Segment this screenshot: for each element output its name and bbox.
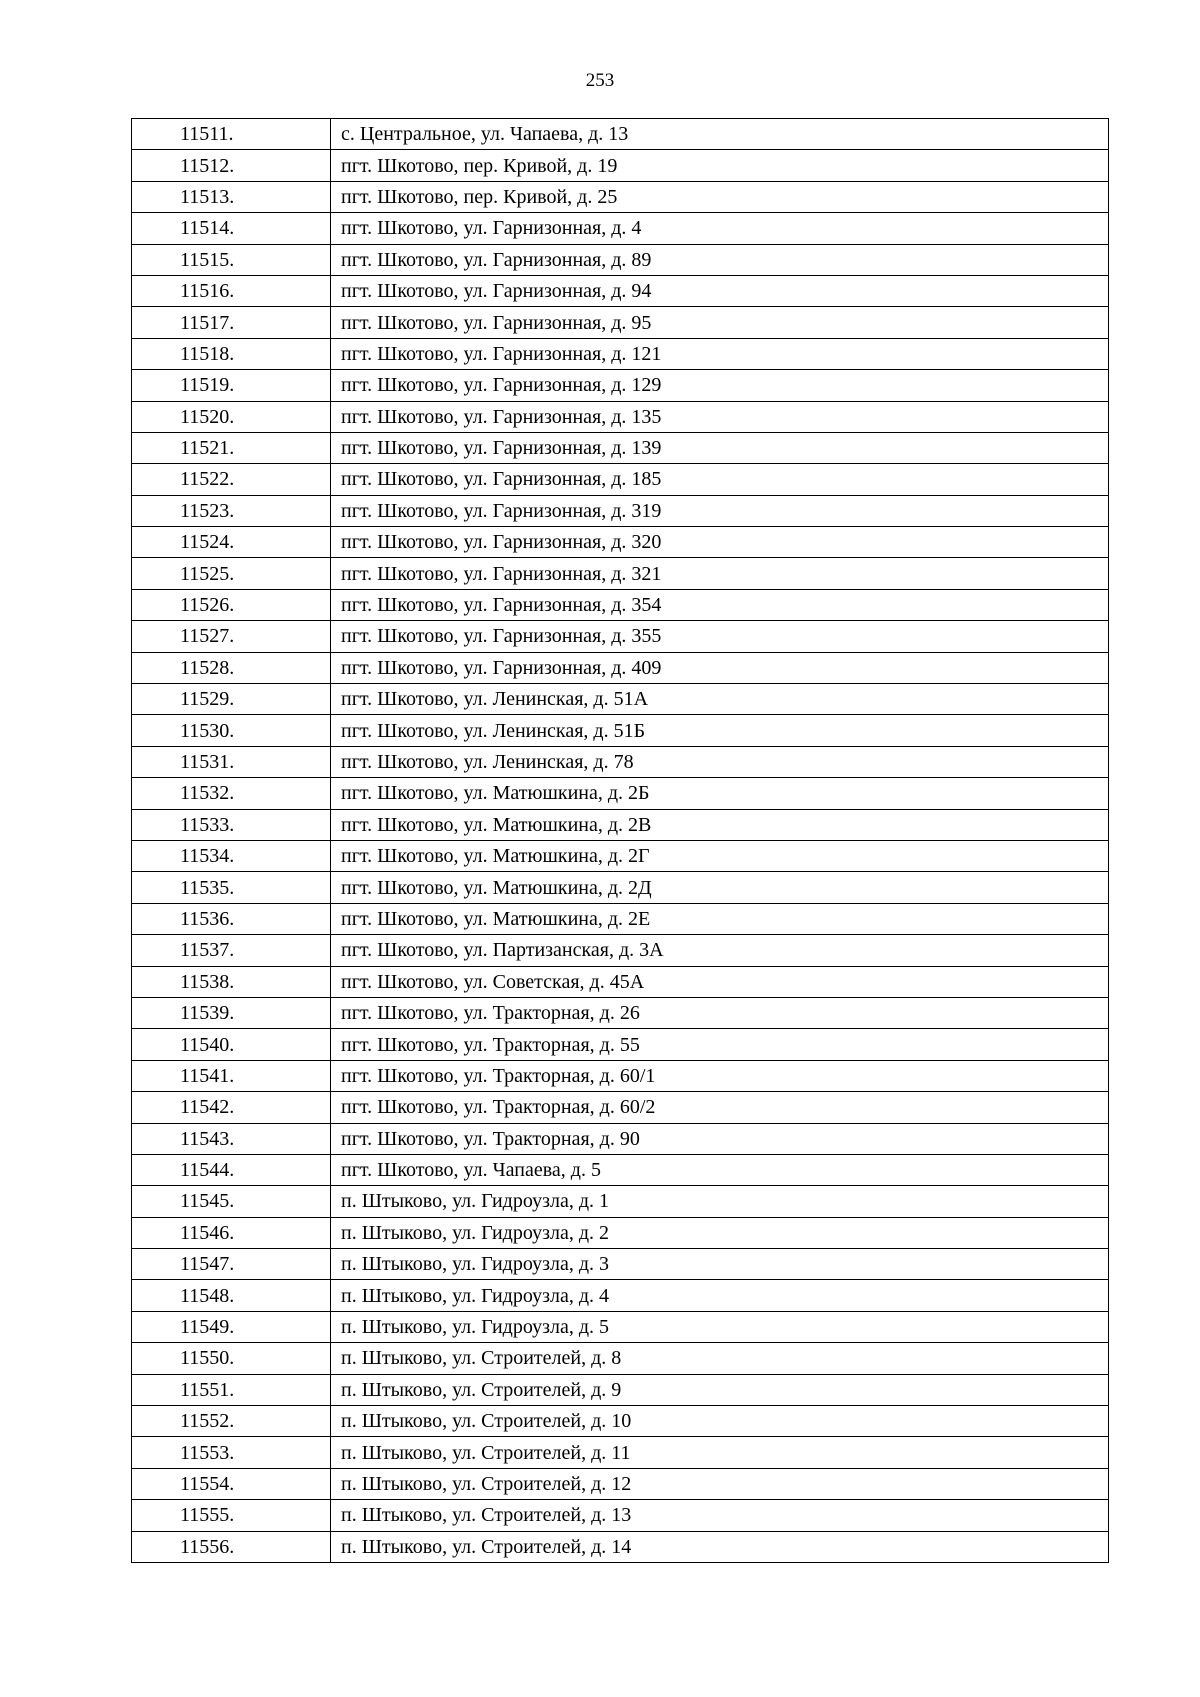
table-row	[132, 1186, 1109, 1217]
address-cell: пгт. Шкотово, ул. Матюшкина, д. 2Е	[331, 903, 1109, 934]
address-cell: пгт. Шкотово, ул. Матюшкина, д. 2Г	[331, 840, 1109, 871]
table-row	[132, 119, 1109, 150]
address-cell: пгт. Шкотово, ул. Гарнизонная, д. 129	[331, 370, 1109, 401]
table-row	[132, 527, 1109, 558]
table-row	[132, 1154, 1109, 1185]
page-number: 253	[585, 70, 615, 91]
address-cell: пгт. Шкотово, пер. Кривой, д. 25	[331, 181, 1109, 212]
address-cell: п. Штыково, ул. Гидроузла, д. 1	[331, 1186, 1109, 1217]
address-cell: пгт. Шкотово, ул. Гарнизонная, д. 95	[331, 307, 1109, 338]
table-row	[132, 872, 1109, 903]
address-table-body	[132, 119, 1109, 1563]
row-number-cell: 11517.	[132, 307, 331, 338]
row-number-cell: 11543.	[132, 1123, 331, 1154]
row-number-cell: 11531.	[132, 746, 331, 777]
table-row	[132, 746, 1109, 777]
row-number-cell: 11544.	[132, 1154, 331, 1185]
table-row	[132, 1249, 1109, 1280]
address-cell: пгт. Шкотово, ул. Гарнизонная, д. 4	[331, 213, 1109, 244]
row-number-cell: 11527.	[132, 621, 331, 652]
address-cell: п. Штыково, ул. Строителей, д. 9	[331, 1374, 1109, 1405]
table-row	[132, 1060, 1109, 1091]
row-number-cell: 11516.	[132, 275, 331, 306]
address-cell: пгт. Шкотово, ул. Тракторная, д. 90	[331, 1123, 1109, 1154]
address-cell: пгт. Шкотово, ул. Матюшкина, д. 2Д	[331, 872, 1109, 903]
table-row	[132, 1029, 1109, 1060]
address-cell: пгт. Шкотово, ул. Тракторная, д. 60/2	[331, 1092, 1109, 1123]
table-row	[132, 432, 1109, 463]
table-row	[132, 307, 1109, 338]
row-number-cell: 11519.	[132, 370, 331, 401]
address-cell: пгт. Шкотово, ул. Матюшкина, д. 2В	[331, 809, 1109, 840]
table-row	[132, 1311, 1109, 1342]
table-row	[132, 966, 1109, 997]
address-cell: п. Штыково, ул. Строителей, д. 8	[331, 1343, 1109, 1374]
address-cell: п. Штыково, ул. Гидроузла, д. 4	[331, 1280, 1109, 1311]
row-number-cell: 11521.	[132, 432, 331, 463]
table-row	[132, 1343, 1109, 1374]
row-number-cell: 11556.	[132, 1531, 331, 1562]
row-number-cell: 11514.	[132, 213, 331, 244]
row-number-cell: 11550.	[132, 1343, 331, 1374]
table-row	[132, 1280, 1109, 1311]
table-row	[132, 150, 1109, 181]
row-number-cell: 11542.	[132, 1092, 331, 1123]
row-number-cell: 11537.	[132, 935, 331, 966]
table-row	[132, 1468, 1109, 1499]
address-cell: пгт. Шкотово, ул. Тракторная, д. 55	[331, 1029, 1109, 1060]
table-row	[132, 558, 1109, 589]
row-number-cell: 11518.	[132, 338, 331, 369]
address-cell: пгт. Шкотово, ул. Гарнизонная, д. 89	[331, 244, 1109, 275]
row-number-cell: 11534.	[132, 840, 331, 871]
table-row	[132, 401, 1109, 432]
row-number-cell: 11512.	[132, 150, 331, 181]
address-cell: пгт. Шкотово, пер. Кривой, д. 19	[331, 150, 1109, 181]
row-number-cell: 11540.	[132, 1029, 331, 1060]
table-row	[132, 464, 1109, 495]
address-cell: пгт. Шкотово, ул. Гарнизонная, д. 94	[331, 275, 1109, 306]
address-table	[131, 118, 1109, 1563]
table-row	[132, 275, 1109, 306]
table-row	[132, 1500, 1109, 1531]
row-number-cell: 11552.	[132, 1406, 331, 1437]
address-cell: п. Штыково, ул. Строителей, д. 10	[331, 1406, 1109, 1437]
row-number-cell: 11520.	[132, 401, 331, 432]
row-number-cell: 11533.	[132, 809, 331, 840]
address-cell: пгт. Шкотово, ул. Гарнизонная, д. 321	[331, 558, 1109, 589]
row-number-cell: 11532.	[132, 778, 331, 809]
row-number-cell: 11547.	[132, 1249, 331, 1280]
row-number-cell: 11545.	[132, 1186, 331, 1217]
table-row	[132, 1406, 1109, 1437]
address-cell: п. Штыково, ул. Гидроузла, д. 5	[331, 1311, 1109, 1342]
address-cell: пгт. Шкотово, ул. Чапаева, д. 5	[331, 1154, 1109, 1185]
row-number-cell: 11530.	[132, 715, 331, 746]
address-cell: пгт. Шкотово, ул. Партизанская, д. 3А	[331, 935, 1109, 966]
address-cell: пгт. Шкотово, ул. Гарнизонная, д. 354	[331, 589, 1109, 620]
row-number-cell: 11546.	[132, 1217, 331, 1248]
row-number-cell: 11541.	[132, 1060, 331, 1091]
table-row	[132, 903, 1109, 934]
table-row	[132, 997, 1109, 1028]
table-row	[132, 684, 1109, 715]
table-row	[132, 715, 1109, 746]
table-row	[132, 181, 1109, 212]
table-row	[132, 1374, 1109, 1405]
table-row	[132, 621, 1109, 652]
row-number-cell: 11539.	[132, 997, 331, 1028]
address-cell: пгт. Шкотово, ул. Гарнизонная, д. 121	[331, 338, 1109, 369]
address-cell: пгт. Шкотово, ул. Ленинская, д. 51А	[331, 684, 1109, 715]
table-row	[132, 1531, 1109, 1562]
table-row	[132, 495, 1109, 526]
table-row	[132, 370, 1109, 401]
address-cell: пгт. Шкотово, ул. Советская, д. 45А	[331, 966, 1109, 997]
address-cell: пгт. Шкотово, ул. Гарнизонная, д. 355	[331, 621, 1109, 652]
row-number-cell: 11535.	[132, 872, 331, 903]
address-cell: п. Штыково, ул. Строителей, д. 14	[331, 1531, 1109, 1562]
table-row	[132, 840, 1109, 871]
table-row	[132, 809, 1109, 840]
row-number-cell: 11525.	[132, 558, 331, 589]
row-number-cell: 11529.	[132, 684, 331, 715]
address-cell: пгт. Шкотово, ул. Гарнизонная, д. 319	[331, 495, 1109, 526]
address-cell: пгт. Шкотово, ул. Гарнизонная, д. 409	[331, 652, 1109, 683]
row-number-cell: 11549.	[132, 1311, 331, 1342]
table-row	[132, 213, 1109, 244]
address-cell: п. Штыково, ул. Гидроузла, д. 3	[331, 1249, 1109, 1280]
row-number-cell: 11524.	[132, 527, 331, 558]
row-number-cell: 11551.	[132, 1374, 331, 1405]
row-number-cell: 11513.	[132, 181, 331, 212]
row-number-cell: 11528.	[132, 652, 331, 683]
row-number-cell: 11511.	[132, 119, 331, 150]
table-row	[132, 935, 1109, 966]
row-number-cell: 11538.	[132, 966, 331, 997]
address-cell: пгт. Шкотово, ул. Гарнизонная, д. 139	[331, 432, 1109, 463]
address-cell: пгт. Шкотово, ул. Тракторная, д. 60/1	[331, 1060, 1109, 1091]
address-cell: пгт. Шкотово, ул. Гарнизонная, д. 185	[331, 464, 1109, 495]
address-cell: п. Штыково, ул. Гидроузла, д. 2	[331, 1217, 1109, 1248]
table-row	[132, 1217, 1109, 1248]
table-row	[132, 589, 1109, 620]
address-cell: пгт. Шкотово, ул. Ленинская, д. 51Б	[331, 715, 1109, 746]
address-cell: пгт. Шкотово, ул. Гарнизонная, д. 320	[331, 527, 1109, 558]
row-number-cell: 11536.	[132, 903, 331, 934]
row-number-cell: 11554.	[132, 1468, 331, 1499]
row-number-cell: 11515.	[132, 244, 331, 275]
row-number-cell: 11555.	[132, 1500, 331, 1531]
address-cell: пгт. Шкотово, ул. Гарнизонная, д. 135	[331, 401, 1109, 432]
address-cell: пгт. Шкотово, ул. Ленинская, д. 78	[331, 746, 1109, 777]
address-cell: п. Штыково, ул. Строителей, д. 13	[331, 1500, 1109, 1531]
address-cell: п. Штыково, ул. Строителей, д. 12	[331, 1468, 1109, 1499]
table-row	[132, 652, 1109, 683]
row-number-cell: 11548.	[132, 1280, 331, 1311]
table-row	[132, 1092, 1109, 1123]
address-cell: п. Штыково, ул. Строителей, д. 11	[331, 1437, 1109, 1468]
address-cell: пгт. Шкотово, ул. Тракторная, д. 26	[331, 997, 1109, 1028]
address-cell: с. Центральное, ул. Чапаева, д. 13	[331, 119, 1109, 150]
row-number-cell: 11526.	[132, 589, 331, 620]
table-row	[132, 778, 1109, 809]
table-row	[132, 1437, 1109, 1468]
table-row	[132, 244, 1109, 275]
row-number-cell: 11522.	[132, 464, 331, 495]
table-row	[132, 1123, 1109, 1154]
address-cell: пгт. Шкотово, ул. Матюшкина, д. 2Б	[331, 778, 1109, 809]
row-number-cell: 11523.	[132, 495, 331, 526]
table-row	[132, 338, 1109, 369]
row-number-cell: 11553.	[132, 1437, 331, 1468]
